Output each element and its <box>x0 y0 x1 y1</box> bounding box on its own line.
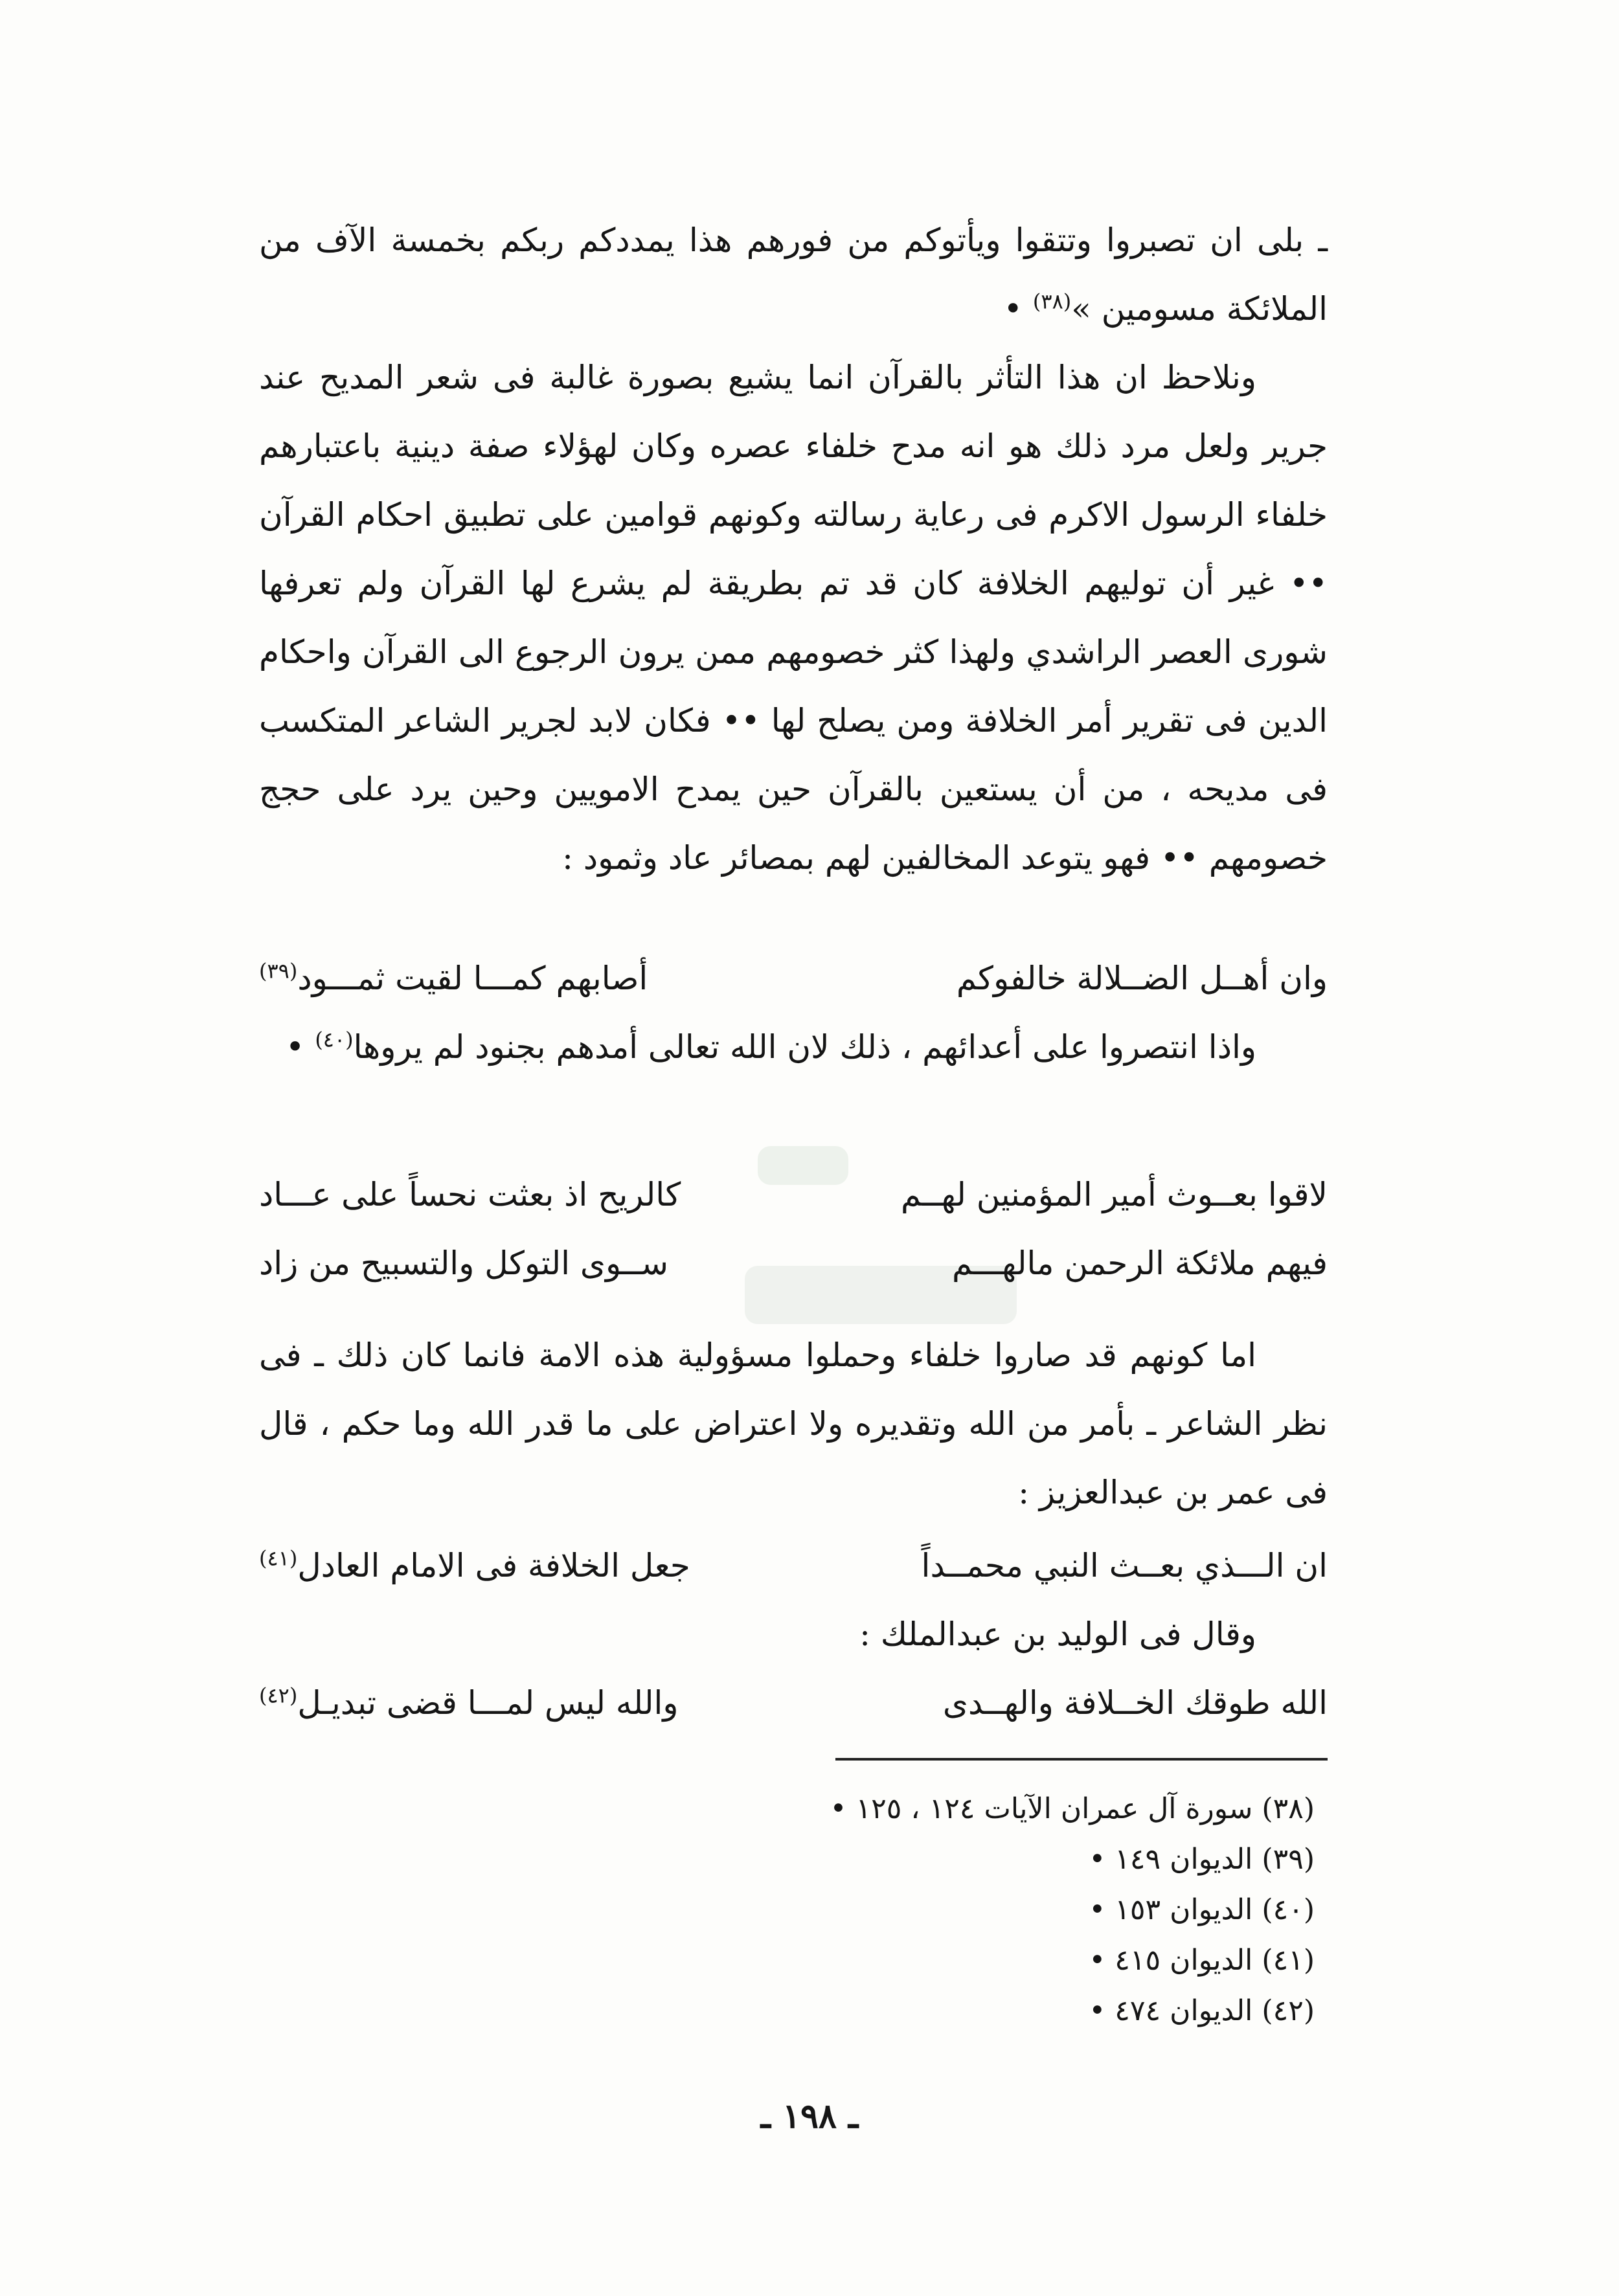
poem-verse <box>259 1229 1328 1298</box>
paragraph-end: • <box>1003 290 1033 328</box>
footnote-ref: (٣٩) <box>259 958 298 984</box>
page-number: ـ ١٩٨ ـ <box>760 2097 859 2136</box>
paragraph-intro-verse <box>259 1600 1328 1669</box>
verse-second-hemistich: كالريح اذ بعثت نحساً على عـــاد <box>259 1176 681 1213</box>
footnote-item: (٤١) الديوان ٤١٥ • <box>1089 1944 1315 1977</box>
paragraph-text: اما كونهم قد صاروا خلفاء وحملوا مسؤولية هذه الامة فانما كان ذلك ـ فى نظر الشاعر ـ بأمر من الله وتقديره ولا اعتراض على ما قدر الله وما حكم ، قال فى عمر بن عبدالعزيز : <box>259 1336 1328 1511</box>
footnote-item: (٤٠) الديوان ١٥٣ • <box>1089 1893 1315 1926</box>
paragraph-victory <box>259 1013 1328 1081</box>
footnotes-list <box>648 1784 1315 2036</box>
verse-first-hemistich: ان الـــذي بعــث النبي محمــداً <box>921 1547 1328 1584</box>
poem-verse <box>259 944 1328 1013</box>
footnote-ref: (٤١) <box>259 1546 298 1571</box>
verse-second-hemistich: والله ليس لمـــا قضى تبديـل$^{(٤٢)}$ <box>259 1683 679 1722</box>
footnote-divider <box>835 1758 1328 1761</box>
paragraph-text: ـ بلى ان تصبروا وتتقوا ويأتوكم من فورهم هذا يمددكم ربكم بخمسة الآف من الملائكة مسومين » <box>259 221 1328 328</box>
paragraph-text: ونلاحظ ان هذا التأثر بالقرآن انما يشيع بصورة غالبة فى شعر المديح عند جرير ولعل مرد ذلك هو انه مدح خلفاء عصره وكان لهؤلاء صفة دينية باعتبارهم خلفاء الرسول الاكرم فى رعاية رسالته وكونهم قوامين على تطبيق احكام القرآن •• غير أن توليهم الخلافة كان قد تم بطريقة لم يشرع لها القرآن ولم تعرفها شورى العصر الراشدي ولهذا كثر خصومهم ممن يرون الرجوع الى القرآن واحكام الدين فى تقرير أمر الخلافة ومن يصلح لها •• فكان لابد لجرير الشاعر المتكسب فى مديحه ، من أن يستعين بالقرآن حين يمدح الامويين وحين يرد على حجج خصومهم •• فهو يتوعد المخالفين لهم بمصائر عاد وثمود : <box>259 359 1328 877</box>
footnote-ref: (٤٢) <box>259 1683 298 1708</box>
footnote-ref: (٣٨) <box>1032 289 1072 314</box>
poem-verse <box>259 1669 1328 1737</box>
paragraph-caliphate <box>259 1321 1328 1527</box>
footnote-item: (٤٢) الديوان ٤٧٤ • <box>1089 1994 1315 2027</box>
poem-verse <box>259 1160 1328 1229</box>
verse-first-hemistich: فيهم ملائكة الرحمن مالهـــم <box>951 1244 1328 1282</box>
footnote-item: (٣٩) الديوان ١٤٩ • <box>1089 1843 1315 1876</box>
verse-second-hemistich: ســوى التوكل والتسبيح من زاد <box>259 1244 669 1282</box>
paragraph-end: • <box>285 1028 315 1066</box>
footnote-item: (٣٨) سورة آل عمران الآيات ١٢٤ ، ١٢٥ • <box>830 1792 1315 1825</box>
verse-first-hemistich: وان أهــل الضــلالة خالفوكم <box>956 960 1328 997</box>
verse-second-hemistich: أصابهم كمـــا لقيت ثمـــود$^{(٣٩)}$ <box>259 958 648 997</box>
paragraph-analysis <box>259 343 1328 892</box>
footnote-ref: (٤٠) <box>315 1027 354 1052</box>
paragraph-text: وقال فى الوليد بن عبدالملك : <box>859 1615 1256 1653</box>
paragraph-text: واذا انتصروا على أعدائهم ، ذلك لان الله تعالى أمدهم بجنود لم يروها <box>353 1028 1256 1066</box>
verse-first-hemistich: لاقوا بعــوث أمير المؤمنين لهــم <box>900 1176 1328 1213</box>
verse-second-hemistich: جعل الخلافة فى الامام العادل$^{(٤١)}$ <box>259 1546 690 1584</box>
paragraph-quote-verse <box>259 206 1328 343</box>
verse-first-hemistich: الله طوقك الخــلافة والهــدى <box>942 1684 1328 1722</box>
poem-verse <box>259 1531 1328 1600</box>
